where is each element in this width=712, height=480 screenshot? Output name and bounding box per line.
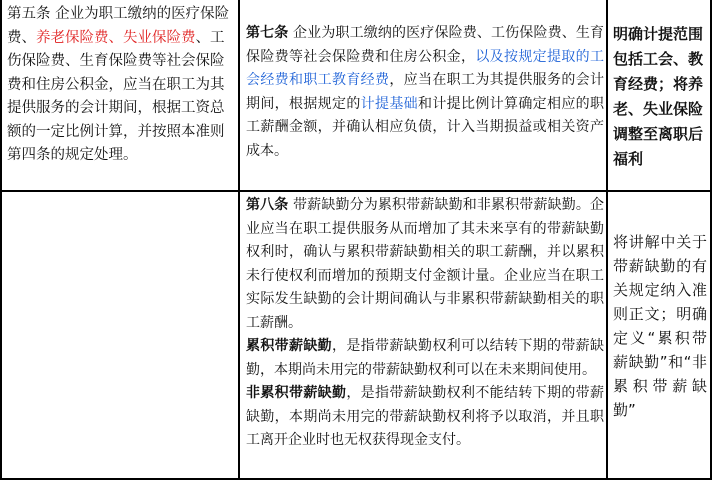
- definition-cumulative-text: ，是指带薪缺勤权利可以结转下期的带薪缺勤，本期尚未用完的带薪缺勤权利可以在未来期间使用。: [246, 338, 604, 378]
- clause-7-highlight-2: 计提基础: [360, 95, 419, 112]
- term-non-cumulative: 非累积带薪缺勤: [246, 385, 347, 401]
- new-clause-8-cell: [246, 194, 604, 453]
- definition-non-cumulative-text: ，是指带薪缺勤权利不能结转下期的带薪缺勤，本期尚未用完的带薪缺勤权利将予以取消，并且职工离开企业时也无权获得现金支付。: [246, 385, 605, 448]
- row-divider: [0, 190, 712, 192]
- old-clause-text-post: 、工伤保险费、生育保险费等社会保险费和住房公积金，应当在职工为其提供服务的会计期间，根据工资总额的一定比例计算，并按照本准则第四条的规定处理。: [7, 29, 225, 163]
- clause-7-text-mid: ，应当在职工为其提供服务的会计期间，根据规定的: [246, 72, 605, 112]
- definition-cumulative: [246, 335, 604, 382]
- old-clause-text-pre: 第五条 企业为职工缴纳的医疗保险费、: [7, 6, 230, 46]
- table-border-left: [0, 0, 2, 480]
- definition-non-cumulative: [246, 382, 604, 453]
- column-divider-2: [606, 0, 608, 480]
- term-cumulative: 累积带薪缺勤: [246, 338, 332, 354]
- change-note-2: 将讲解中关于带薪缺勤的有关规定纳入准则正文；明确定义“累积带薪缺勤”和“非累积带薪缺勤”: [613, 233, 707, 419]
- clause-7-text-pre: 企业为职工缴纳的医疗保险费、工伤保险费、生育保险费等社会保险费和住房公积金，: [246, 25, 605, 65]
- clause-8-paragraph: [246, 194, 604, 335]
- clause-7-lead: 第七条: [246, 25, 289, 41]
- change-note-1: 明确计提范围包括工会、教育经费；将养老、失业保险调整至离职后福利: [613, 25, 704, 168]
- column-divider-1: [238, 0, 240, 480]
- clause-7-highlight-1: 以及按规定提取的工会经费和职工教育经费: [246, 48, 605, 88]
- new-clause-7-cell: [246, 22, 604, 163]
- clause-7-text-post: 和计提比例计算确定相应的职工薪酬金额，并确认相应负债，计入当期损益或相关资产成本。: [246, 95, 605, 159]
- old-clause-5-cell: [7, 3, 235, 168]
- clause-8-text: 带薪缺勤分为累积带薪缺勤和非累积带薪缺勤。企业应当在职工提供服务从而增加了其未来享有的带薪缺勤权利时，确认与累积带薪缺勤相关的职工薪酬，并以累积未行使权利而增加的预期支付金额计量。企业应当在职工实际发生缺勤的会计期间确认与非累积带薪缺勤相关的职工薪酬。: [246, 197, 605, 331]
- old-clause-highlight: 养老保险费、失业保险费: [36, 29, 196, 46]
- clause-8-lead: 第八条: [246, 197, 289, 213]
